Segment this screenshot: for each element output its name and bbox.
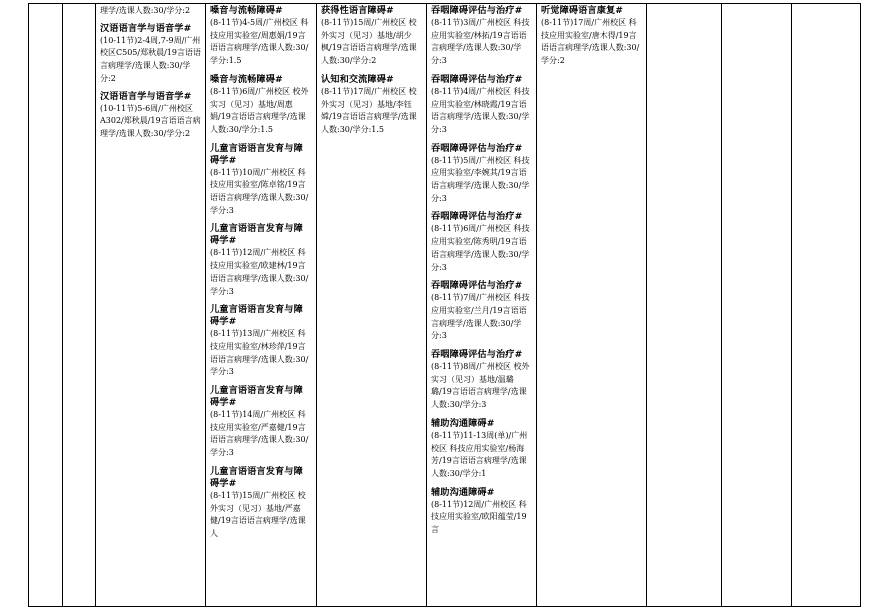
- course-entry: [431, 418, 532, 481]
- course-title: 儿童言语语言发育与障碍学#: [210, 465, 303, 489]
- course-entry: [210, 385, 312, 460]
- course-title: 辅助沟通障碍#: [431, 417, 495, 429]
- course-entry: [431, 211, 532, 274]
- course-detail: (8-11节)6周/广州校区 科技应用实验室/陈秀明/19言语语言病理学/选课人数:30/学分:3: [431, 224, 530, 272]
- course-detail: (8-11节)14周/广州校区 科技应用实验室/严嘉健/19言语语言病理学/选课人数:30/学分:3: [210, 410, 309, 458]
- course-entry: [100, 91, 201, 141]
- course-title: 认知和交流障碍#: [321, 73, 394, 85]
- course-title: 辅助沟通障碍#: [431, 486, 495, 498]
- cell-col-c: [96, 4, 206, 607]
- course-title: 吞咽障碍评估与治疗#: [431, 73, 523, 85]
- cell-col-e: [317, 4, 427, 607]
- course-entry: [210, 5, 312, 68]
- cell-col-d: [206, 4, 317, 607]
- course-title: 汉语语言学与语音学#: [100, 22, 192, 34]
- course-entry: [210, 74, 312, 137]
- course-title: 吞咽障碍评估与治疗#: [431, 142, 523, 154]
- course-title: 汉语语言学与语音学#: [100, 90, 192, 102]
- course-title: 儿童言语语言发育与障碍学#: [210, 142, 303, 166]
- cell-col-b: [63, 4, 96, 607]
- course-entry: [431, 5, 532, 68]
- course-entry: [100, 23, 201, 86]
- course-entry: [210, 304, 312, 379]
- course-title: 嗓音与流畅障碍#: [210, 73, 283, 85]
- course-title: 嗓音与流畅障碍#: [210, 5, 283, 16]
- course-entry: [431, 487, 532, 537]
- course-title: 吞咽障碍评估与治疗#: [431, 280, 523, 292]
- course-entry: [100, 5, 201, 18]
- course-detail: (8-11节)15周/广州校区 校外实习（见习）基地/胡少枫/19言语语言病理学/选课人数:30/学分:2: [321, 18, 417, 66]
- timetable-row: [29, 4, 861, 607]
- course-title: 获得性语言障碍#: [321, 5, 394, 16]
- cell-col-j: [792, 4, 861, 607]
- course-entry: [431, 280, 532, 343]
- course-entry: [321, 5, 422, 68]
- cell-col-a: [29, 4, 63, 607]
- course-detail: (8-11节)12周/广州校区 科技应用实验室/欧建林/19言语语言病理学/选课人数:30/学分:3: [210, 248, 309, 296]
- course-entry: [210, 223, 312, 298]
- course-entry: [431, 349, 532, 412]
- course-entry: [210, 466, 312, 541]
- course-detail: (8-11节)4-5周/广州校区 科技应用实验室/周惠娟/19言语语言病理学/选课人数:30/学分:1.5: [210, 18, 309, 66]
- course-entry: [321, 74, 422, 137]
- course-entry: [541, 5, 642, 68]
- course-detail: (8-11节)15周/广州校区 校外实习（见习）基地/严嘉健/19言语语言病理学/选课人: [210, 490, 306, 538]
- course-title: 吞咽障碍评估与治疗#: [431, 5, 523, 16]
- course-detail: (8-11节)11-13周(单)/广州校区 科技应用实验室/杨海芳/19言语语言病理学/选课人数:30/学分:1: [431, 430, 528, 478]
- course-title: 吞咽障碍评估与治疗#: [431, 349, 523, 361]
- cell-col-g: [537, 4, 647, 607]
- course-entry: [431, 143, 532, 206]
- course-detail: (8-11节)3周/广州校区 科技应用实验室/林拓/19言语语言病理学/选课人数:30/学分:3: [431, 18, 530, 66]
- timetable: [28, 3, 861, 607]
- course-title: 吞咽障碍评估与治疗#: [431, 211, 523, 223]
- course-detail: (8-11节)4周/广州校区 科技应用实验室/林晓霞/19言语语言病理学/选课人数:30/学分:3: [431, 86, 530, 134]
- course-detail: (8-11节)13周/广州校区 科技应用实验室/林珍萍/19言语语言病理学/选课人数:30/学分:3: [210, 329, 309, 377]
- cell-col-i: [722, 4, 792, 607]
- course-detail: 理学/选课人数:30/学分:2: [100, 6, 191, 15]
- course-detail: (8-11节)5周/广州校区 科技应用实验室/李婉其/19言语语言病理学/选课人数:30/学分:3: [431, 155, 530, 203]
- course-detail: (8-11节)7周/广州校区 科技应用实验室/兰月/19言语语言病理学/选课人数:30/学分:3: [431, 293, 530, 341]
- course-detail: (8-11节)6周/广州校区 校外实习（见习）基地/周惠娟/19言语语言病理学/选课人数:30/学分:1.5: [210, 86, 309, 134]
- course-entry: [431, 74, 532, 137]
- cell-col-f: [427, 4, 537, 607]
- course-title: 儿童言语语言发育与障碍学#: [210, 223, 303, 247]
- course-detail: (8-11节)8周/广州校区 校外实习（见习）基地/温璐璐/19言语语言病理学/选课人数:30/学分:3: [431, 362, 530, 410]
- course-title: 听觉障碍语言康复#: [541, 5, 624, 16]
- course-detail: (8-11节)10周/广州校区 科技应用实验室/陈卓铭/19言语语言病理学/选课人数:30/学分:3: [210, 167, 309, 215]
- course-entry: [210, 143, 312, 218]
- course-detail: (10-11节)2-4周,7-9周/广州校区C505/郑秋晨/19言语语言病理学/选课人数:30/学分:2: [100, 35, 201, 83]
- course-detail: (8-11节)12周/广州校区 科技应用实验室/欧阳蕴莹/19言: [431, 499, 527, 535]
- course-detail: (10-11节)5-6周/广州校区A302/郑秋晨/19言语语言病理学/选课人数:30/学分:2: [100, 103, 201, 138]
- course-title: 儿童言语语言发育与障碍学#: [210, 385, 303, 409]
- course-detail: (8-11节)17周/广州校区 科技应用实验室/唐木得/19言语语言病理学/选课人数:30/学分:2: [541, 18, 640, 66]
- course-detail: (8-11节)17周/广州校区 校外实习（见习）基地/李钰嫦/19言语语言病理学/选课人数:30/学分:1.5: [321, 86, 417, 134]
- course-title: 儿童言语语言发育与障碍学#: [210, 304, 303, 328]
- cell-col-h: [647, 4, 722, 607]
